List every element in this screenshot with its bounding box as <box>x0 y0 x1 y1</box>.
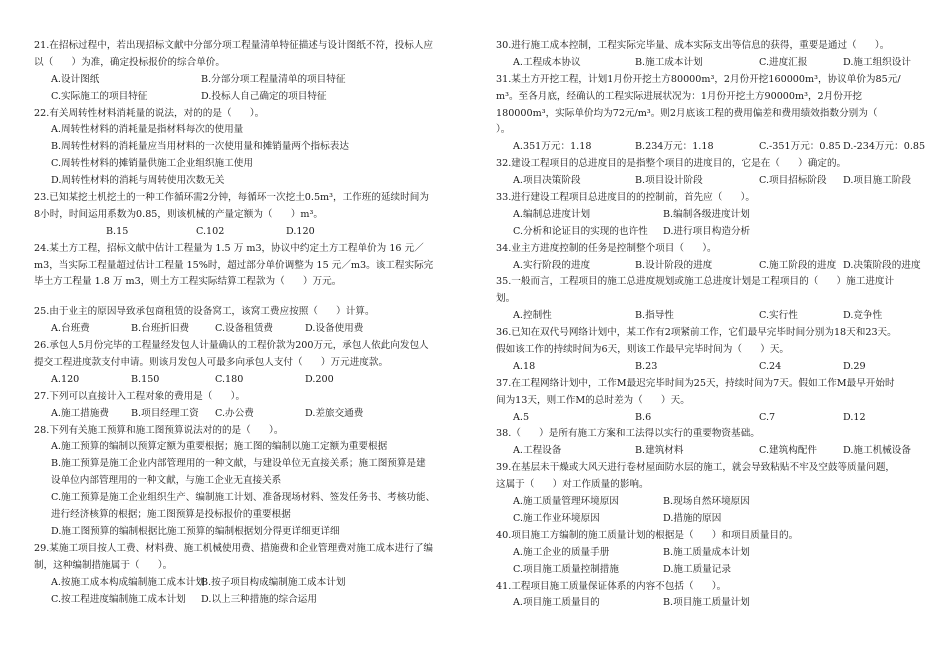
answer-option: B.施工预算是施工企业内部管理用的一种文献，与建设单位无直接关系；施工图预算是建 <box>51 458 426 470</box>
option-row <box>34 156 466 173</box>
question-text-line: 28.下列有关施工预算和施工图预算说法对的的是（ ）。 <box>34 424 284 436</box>
option-row <box>496 308 928 325</box>
answer-option: C.实际施工的项目特征 <box>51 90 148 102</box>
option-row <box>34 72 466 89</box>
answer-option: C.按工程进度编制施工成本计划 <box>51 593 186 605</box>
question-text-line: 37.在工程网络计划中，工作M最迟完毕时间为25天，持续时间为7天。假如工作M最早开始时 <box>496 377 895 389</box>
question-item <box>496 72 928 156</box>
question-text-line: 36.已知在双代号网络计划中，某工作有2项紧前工作，它们最早完毕时间分别为18天和23天。 <box>496 327 897 339</box>
answer-option: C.设备租赁费 <box>215 323 274 335</box>
question-text-line: 29.某施工项目按人工费、材料费、施工机械使用费、措施费和企业管理费对施工成本进行了编 <box>34 542 434 554</box>
question-item <box>496 274 928 325</box>
option-row <box>34 89 466 106</box>
answer-option: B.周转性材料的消耗量应当用材料的一次使用量和摊销量两个指标表达 <box>51 141 349 153</box>
question-text-line: 制，这种编制措施属于（ ）。 <box>34 559 173 571</box>
question-text-line: 40.项目施工方编制的施工质量计划的根据是（ ）和项目质量目的。 <box>496 529 799 541</box>
answer-option: D.以上三种措施的综合运用 <box>201 593 317 605</box>
answer-option: D.进行项目构造分析 <box>663 225 751 237</box>
answer-option: B.台班折旧费 <box>131 323 190 335</box>
answer-option: B.6 <box>635 411 652 423</box>
question-text-line: 31.某土方开挖工程，计划1月份开挖土方80000m³，2月份开挖160000m³，协议单价为85元/ <box>496 73 901 85</box>
option-row <box>496 545 928 562</box>
option-row <box>496 139 928 156</box>
question-text-line: 23.已知某挖土机挖土的一种工作循环需2分钟，每循环一次挖土0.5m³，工作班的延续时间为 <box>34 192 429 204</box>
answer-option: C.7 <box>759 411 776 423</box>
option-row <box>496 55 928 72</box>
option-row <box>34 372 466 389</box>
question-text-line: 32.建设工程项目的总进度目的是指整个项目的进度目的，它是在（ ）确定的。 <box>496 158 847 170</box>
question-text-line: 39.在基层未干燥或大风天进行卷材屋面防水层的施工，就会导致粘贴不牢及空鼓等质量问题， <box>496 462 896 474</box>
option-row <box>34 321 466 338</box>
option-row <box>496 494 928 511</box>
question-item <box>496 528 928 579</box>
answer-option: B.项目施工质量计划 <box>663 597 750 609</box>
answer-option: C.-351万元：0.85 <box>759 141 841 153</box>
answer-option: B.150 <box>131 373 160 385</box>
question-text-line: 提交工程进度款支付申请。则该月发包人可最多向承包人支付（ ）万元进度款。 <box>34 357 389 369</box>
question-text-line: 34.业主方进度控制的任务是控制整个项目（ ）。 <box>496 242 717 254</box>
answer-option: D.29 <box>843 360 866 372</box>
answer-option: C.实行性 <box>759 310 798 322</box>
option-row <box>496 258 928 275</box>
question-text-line: 27.下列可以直接计入工程对象的费用是（ ）。 <box>34 390 246 402</box>
answer-option: C.周转性材料的摊销量供施工企业组织施工使用 <box>51 158 253 170</box>
answer-option: D.竞争性 <box>843 310 883 322</box>
question-text-line: m³。至各月底，经确认的工程实际进展状况为：1月份开挖土方90000m³，2月份开挖 <box>496 90 863 102</box>
answer-option: A.项目施工质量目的 <box>513 597 600 609</box>
question-text-line: 毕土方工程量 1.8 万 m3，则土方工程实际结算工程款为（ ）万元。 <box>34 276 342 288</box>
question-item <box>34 106 466 190</box>
answer-option: D.设备使用费 <box>305 323 364 335</box>
answer-option: C.办公费 <box>215 407 254 419</box>
question-text-line: 25.由于业主的原因导致承包商租赁的设备窝工，该窝工费应按照（ ）计算。 <box>34 306 375 318</box>
question-item <box>496 190 928 241</box>
answer-option: B.项目设计阶段 <box>635 175 703 187</box>
option-row <box>34 406 466 423</box>
question-item <box>34 389 466 423</box>
answer-option: A.编制总进度计划 <box>513 208 591 220</box>
answer-option: D.-234万元：0.85 <box>843 141 926 153</box>
question-text-line: ）。 <box>496 124 511 136</box>
answer-option: A.5 <box>513 411 530 423</box>
question-text-line: 26.承包人5月份完毕的工程量经发包人计量确认的工程价款为200万元，承包人依此向发包人 <box>34 340 429 352</box>
answer-option: A.按施工成本构成编制施工成本计划 <box>51 576 205 588</box>
option-row <box>34 173 466 190</box>
answer-option: B.指导性 <box>635 310 674 322</box>
question-text-line: 33.进行建设工程项目总进度目的的控制前，首先应（ ）。 <box>496 192 756 204</box>
option-row <box>34 456 466 473</box>
question-text-line: 这属于（ ）对工作质量的影响。 <box>496 479 649 491</box>
question-item <box>34 304 466 338</box>
answer-option: D.120 <box>286 225 315 237</box>
question-item <box>34 241 466 292</box>
answer-option: C.建筑构配件 <box>759 445 818 457</box>
question-text-line: 8小时，时间运用系数为0.85，则该机械的产量定额为（ ）m³。 <box>34 208 323 220</box>
answer-option: D.施工机械设备 <box>843 445 911 457</box>
answer-option: C.项目施工质量控制措施 <box>513 563 619 575</box>
left-question-column <box>34 38 466 608</box>
answer-option: D.周转性材料的消耗与周转使用次数无关 <box>51 175 225 187</box>
answer-option: C.施工作业环境原因 <box>513 512 600 524</box>
answer-option: A.施工质量管理环境原因 <box>513 496 619 508</box>
option-row <box>34 224 466 241</box>
question-text-line: 21.在招标过程中，若出现招标文献中分部分项工程量清单特征描述与设计图纸不符，投标人应 <box>34 40 434 51</box>
answer-option: B.设计阶段的进度 <box>635 259 713 271</box>
question-item <box>34 38 466 106</box>
question-text-line: 24.某土方工程，招标文献中估计工程量为 1.5 万 m3，协议中约定土方工程单价为 16 元／ <box>34 242 424 254</box>
option-row <box>34 524 466 541</box>
question-item <box>496 241 928 275</box>
spacer <box>34 291 466 304</box>
option-row <box>34 139 466 156</box>
answer-option: B.15 <box>106 225 129 237</box>
question-item <box>34 338 466 389</box>
option-row <box>496 359 928 376</box>
answer-option: A.施工企业的质量手册 <box>513 546 610 558</box>
answer-option: D.施工图预算的编制根据比施工预算的编制根据划分得更详细更详细 <box>51 525 340 537</box>
answer-option: B.234万元：1.18 <box>635 141 714 153</box>
answer-option: A.周转性材料的消耗量是指材料每次的使用量 <box>51 124 244 136</box>
answer-option: B.项目经理工资 <box>131 407 199 419</box>
right-question-column <box>496 38 928 612</box>
answer-option: B.编制各级进度计划 <box>663 208 750 220</box>
question-item <box>34 541 466 609</box>
question-item <box>34 190 466 241</box>
answer-option: A.施工措施费 <box>51 407 109 419</box>
option-row <box>34 592 466 609</box>
answer-option: A.实行阶段的进度 <box>513 259 591 271</box>
answer-option: A.台班费 <box>51 323 90 335</box>
option-row <box>496 562 928 579</box>
question-text-line: 35.一般而言，工程项目的施工总进度规划或施工总进度计划是工程项目的（ ）施工进度计 <box>496 276 895 288</box>
answer-option: C.施工阶段的进度 <box>759 259 837 271</box>
option-row <box>34 575 466 592</box>
answer-option: C.102 <box>196 225 225 237</box>
question-item <box>496 325 928 376</box>
answer-option: B.施工质量成本计划 <box>663 546 750 558</box>
question-text-line: 38.（ ）是所有施工方案和工法得以实行的重要物资基础。 <box>496 428 760 440</box>
question-item <box>496 38 928 72</box>
answer-option: B.施工成本计划 <box>635 56 703 68</box>
answer-option: C.项目招标阶段 <box>759 175 827 187</box>
answer-option: A.控制性 <box>513 310 552 322</box>
question-item <box>496 156 928 190</box>
question-item <box>34 423 466 541</box>
option-row <box>34 122 466 139</box>
question-item <box>496 579 928 613</box>
answer-option: D.决策阶段的进度 <box>843 259 921 271</box>
answer-option: A.施工预算的编制以预算定额为重要根据；施工图的编制以施工定额为重要根据 <box>51 441 388 453</box>
question-item <box>496 376 928 427</box>
answer-option: A.项目决策阶段 <box>513 175 581 187</box>
answer-option: B.分部分项工程量清单的项目特征 <box>201 73 346 85</box>
answer-option: B.按子项目构成编制施工成本计划 <box>201 576 346 588</box>
question-text-line: 以（ ）为准，确定投标报价的综合单价。 <box>34 56 225 68</box>
answer-option: B.建筑材料 <box>635 445 684 457</box>
answer-option: C.分析和论证目的实现的也许性 <box>513 225 648 237</box>
question-text-line: 22.有关周转性材料消耗量的说法，对的的是（ ）。 <box>34 107 265 119</box>
question-text-line: 41.工程项目施工质量保证体系的内容不包括（ ）。 <box>496 580 727 592</box>
answer-option: A.设计图纸 <box>51 73 100 85</box>
question-text-line: 180000m³，实际单价均为72元/m³。则2月底该工程的费用偏差和费用绩效指数分别为（ <box>496 107 878 119</box>
answer-option: A.工程设备 <box>513 445 562 457</box>
option-row <box>34 490 466 507</box>
option-row <box>496 511 928 528</box>
answer-option: D.投标人自己确定的项目特征 <box>201 90 327 102</box>
option-row <box>34 473 466 490</box>
answer-option: 设单位内部管理用的一种文献，与施工企业无直接关系 <box>51 475 282 487</box>
answer-option: A.120 <box>51 373 80 385</box>
answer-option: A.18 <box>513 360 536 372</box>
answer-option: D.施工质量记录 <box>663 563 731 575</box>
answer-option: D.项目施工阶段 <box>843 175 911 187</box>
answer-option: D.施工组织设计 <box>843 56 911 68</box>
question-text-line: m3，当实际工程量超过估计工程量 15%时，超过部分单价调整为 15 元／m3。该工程实际完 <box>34 259 434 271</box>
question-item <box>496 460 928 528</box>
option-row <box>34 507 466 524</box>
question-item <box>496 426 928 460</box>
answer-option: C.进度汇报 <box>759 56 808 68</box>
answer-option: 进行经济核算的根据；施工图预算是投标报价的重要根据 <box>51 509 291 521</box>
option-row <box>496 410 928 427</box>
answer-option: D.措施的原因 <box>663 512 722 524</box>
option-row <box>496 595 928 612</box>
question-text-line: 假如该工作的持续时间为6天，则该工作最早完毕时间为（ ）天。 <box>496 344 790 356</box>
option-row <box>496 207 928 224</box>
answer-option: D.差旅交通费 <box>305 407 364 419</box>
option-row <box>496 224 928 241</box>
answer-option: A.工程成本协议 <box>513 56 581 68</box>
question-text-line: 划。 <box>496 293 516 305</box>
answer-option: C.施工预算是施工企业组织生产、编制施工计划、准备现场材料、签发任务书、考核功能、 <box>51 492 436 504</box>
answer-option: D.12 <box>843 411 866 423</box>
option-row <box>496 443 928 460</box>
answer-option: A.351万元：1.18 <box>513 141 592 153</box>
answer-option: B.现场自然环境原因 <box>663 496 750 508</box>
question-text-line: 30.进行施工成本控制，工程实际完毕量、成本实际支出等信息的获得，重要是通过（ ）。 <box>496 40 890 51</box>
answer-option: C.24 <box>759 360 782 372</box>
answer-option: D.200 <box>305 373 334 385</box>
option-row <box>496 173 928 190</box>
answer-option: C.180 <box>215 373 244 385</box>
question-text-line: 间为13天，则工作M的总时差为（ ）天。 <box>496 394 690 406</box>
answer-option: B.23 <box>635 360 658 372</box>
option-row <box>34 439 466 456</box>
